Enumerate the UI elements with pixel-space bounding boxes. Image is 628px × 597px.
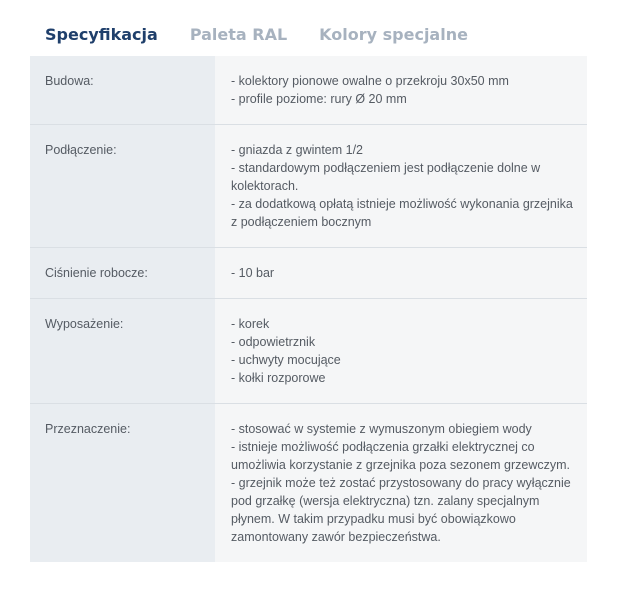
spec-value-line: - uchwyty mocujące xyxy=(231,353,341,367)
spec-value-line: - korek xyxy=(231,317,270,331)
tab-kolory-specjalne[interactable]: Kolory specjalne xyxy=(319,24,468,44)
spec-label: Budowa: xyxy=(30,56,215,125)
table-row xyxy=(30,248,587,299)
spec-value-line: - za dodatkową opłatą istnieje możliwość wykonania grzejnika z podłączeniem bocznym xyxy=(231,197,573,229)
table-row xyxy=(30,404,587,563)
spec-label: Ciśnienie robocze: xyxy=(30,248,215,299)
spec-value-line: - profile poziome: rury Ø 20 mm xyxy=(231,92,407,106)
spec-value-line: - standardowym podłączeniem jest podłączenie dolne w kolektorach. xyxy=(231,161,541,193)
spec-label: Przeznaczenie: xyxy=(30,404,215,563)
table-row xyxy=(30,56,587,125)
spec-value xyxy=(215,125,587,248)
spec-value-line: - gniazda z gwintem 1/2 xyxy=(231,143,364,157)
table-row xyxy=(30,299,587,404)
spec-value-line: - kołki rozporowe xyxy=(231,371,326,385)
spec-label: Wyposażenie: xyxy=(30,299,215,404)
spec-value-line: - stosować w systemie z wymuszonym obiegiem wody xyxy=(231,422,532,436)
spec-value-line: - istnieje możliwość podłączenia grzałki elektrycznej co umożliwia korzystanie z grzejnika poza sezonem grzewczym. xyxy=(231,440,571,472)
spec-value xyxy=(215,404,587,563)
specification-table xyxy=(30,56,587,562)
spec-label: Podłączenie: xyxy=(30,125,215,248)
spec-value xyxy=(215,56,587,125)
spec-value-line: - odpowietrznik xyxy=(231,335,316,349)
spec-value-line: - kolektory pionowe owalne o przekroju 30x50 mm xyxy=(231,74,509,88)
tab-specyfikacja[interactable]: Specyfikacja xyxy=(45,24,158,44)
spec-value xyxy=(215,248,587,299)
spec-value-line: - grzejnik może też zostać przystosowany do pracy wyłącznie pod grzałkę (wersja elektryczna) tzn. zalany specjalnym płynem. W takim przypadku musi być obowiązkowo zamontowany zawór bezpieczeństwa. xyxy=(231,476,571,544)
tab-bar xyxy=(45,20,500,48)
spec-value xyxy=(215,299,587,404)
spec-value-line: - 10 bar xyxy=(231,266,275,280)
tab-paleta-ral[interactable]: Paleta RAL xyxy=(189,24,288,44)
table-row xyxy=(30,125,587,248)
